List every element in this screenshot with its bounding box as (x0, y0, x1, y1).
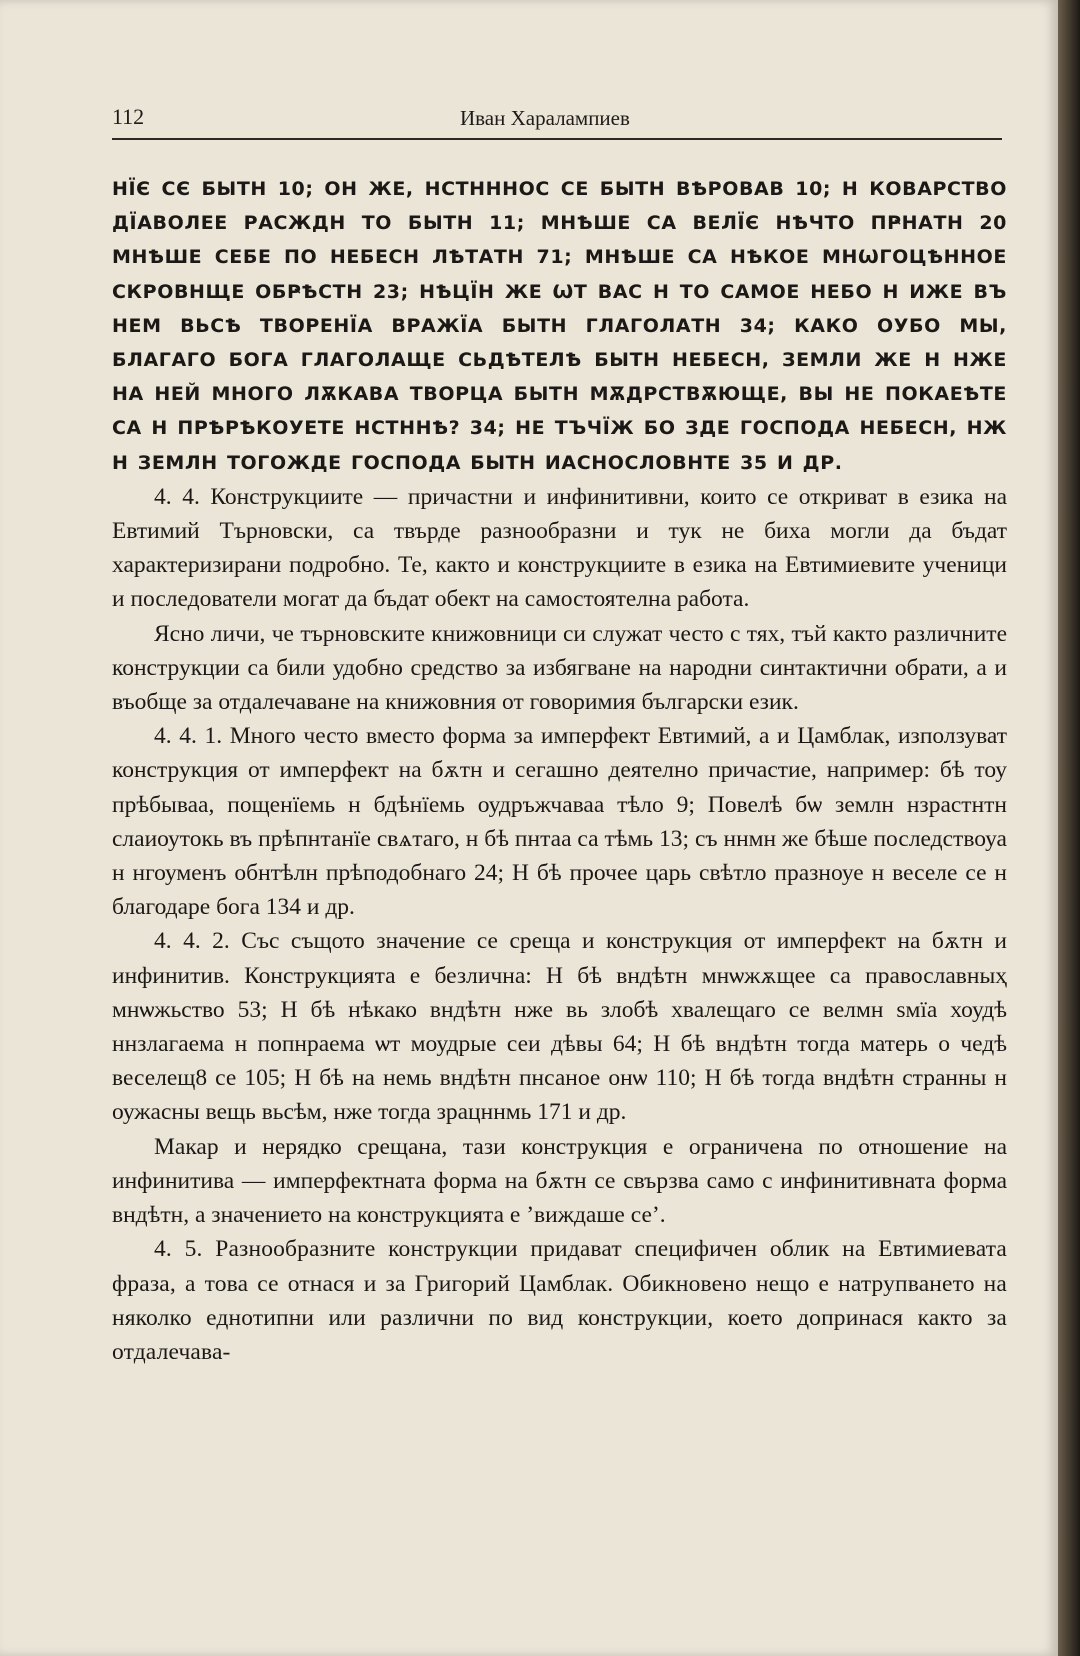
body-text (112, 172, 1007, 1369)
section-4-4: 4. 4. Конструкциите — причастни и инфинитивни, които се откриват в езика на Евтимий Търновски, са твърде разнообразни и тук не биха могли да бъдат характеризирани подробно. Те, както и конструкциите в езика на Евтимиевите ученици и последователи могат да бъдат обект на самостоятелна работа. (112, 483, 1007, 613)
page-header (112, 100, 1002, 140)
old-bulgarian-quote-block: НЇЄ СЄ БЫТН 10; ОН ЖЕ, НСТНННОС СЕ БЫТН ВѢРОВАВ 10; Н КОВАРСТВО ДЇАВОЛЕЕ РАСЖДН ТО БЫТН 11; МНѢШЕ СА ВЕЛЇЄ НѢЧТО ПҎНАТН 20 МНѢШЕ СЕБЕ ПО НЕБЕСН ЛѢТАТН 71; МНѢШЕ СА НѢКОЕ МНѠГОЦѢННОЕ СКРОВНЩЕ ОБҎѢСТН 23; НѢЦЇН ЖЕ ѠТ ВАС Н ТО САМОЕ НЕБО Н ИЖЕ ВЪ НЕМ ВЬСѢ ТВОРЕНЇА ВРАЖЇА БЫТН ГЛАГОЛАТН 34; КАКО ОУБО МЫ, БЛАГАГО БОГА ГЛАГОЛАЩЕ СЬДѢТЕЛѢ БЫТН НЕБЕСН, ЗЕМЛИ ЖЕ Н НЖЕ НА НЕЙ МНОГО ЛѪКАВА ТВОРЦА БЫТН МѪДРСТВѪЮЩЕ, ВЫ НЕ ПОКАЕѢТЕ СА Н ПРѢРѢКОУЕТЕ НСТННѢ? 34; НЕ ТЪЧЇЖ БО ЗДЕ ГОСПОДА НЕБЕСН, НЖ Н ЗЕМЛН ТОГОЖДЕ ГОСПОДА БЫТН ИАСНОСЛОВНТЕ 35 И ДР. (112, 178, 1007, 474)
section-4-4-2: 4. 4. 2. Със същото значение се среща и конструкция от имперфект на бѫтн и инфинитив. Конструкцията е безлична: Н бѣ вндѣтн мнѡжѫщее са православныҳ мнѡжьство 53; Н бѣ нѣкако вндѣтн нже вь злобѣ хвалещаго се велмн ѕмїа хоудѣ ннзлагаема н попнраема ѡт моудрые сеи дѣвы 64; Н бѣ вндѣтн тогда матерь о чедѣ веселещ8 се 105; Н бѣ на немь вндѣтн пнсаное онѡ 110; Н бѣ тогда вндѣтн странны н оужасны вещь вьсѣм, нже тогда зрацннмь 171 и др. (112, 928, 1007, 1126)
running-title: Иван Харалампиев (460, 106, 630, 130)
section-4-4-2-continued: Макар и нерядко срещана, тази конструкция е ограничена по отношение на инфинитива — имперфектната форма на бѫтн се свързва само с инфинитивната форма вндѣтн, а значението на конструкцията е ’виждаше се’. (112, 1133, 1007, 1229)
page-number: 112 (112, 104, 145, 129)
header-rule (112, 138, 1002, 140)
section-4-4-continued: Ясно личи, че търновските книжовници си служат често с тях, тъй както различните конструкции са били удобно средство за избягване на народни синтактични обрати, а и въобще за отдалечаване на книжовния от говоримия български език. (112, 620, 1007, 716)
book-spine-edge (1058, 0, 1080, 1656)
section-4-5: 4. 5. Разнообразните конструкции придават специфичен облик на Евтимиевата фраза, а това се отнася и за Григорий Цамблак. Обикновено нещо е натрупването на няколко еднотипни или различни по вид конструкции, което допринася както за отдалечава- (112, 1236, 1007, 1365)
section-4-4-1: 4. 4. 1. Много често вместо форма за имперфект Евтимий, а и Цамблак, използуват конструкция от имперфект на бѫтн и сегашно деятелно причастие, например: бѣ тоу прѣбываа, пощенїемь н бдѣнїемь оудръжчаваа тѣло 9; Повелѣ бѡ землн нзрастнтн слаиоутокь въ прѣпнтанїе свѧтаго, н бѣ пнтаа са тѣмь 13; съ ннмн же бѣше последствоуа н нгоуменъ обнтѣлн прѣподобнаго 24; Н бѣ прочее царь свѣтло празноуе н веселе се н благодаре бога 134 и др. (112, 723, 1007, 921)
